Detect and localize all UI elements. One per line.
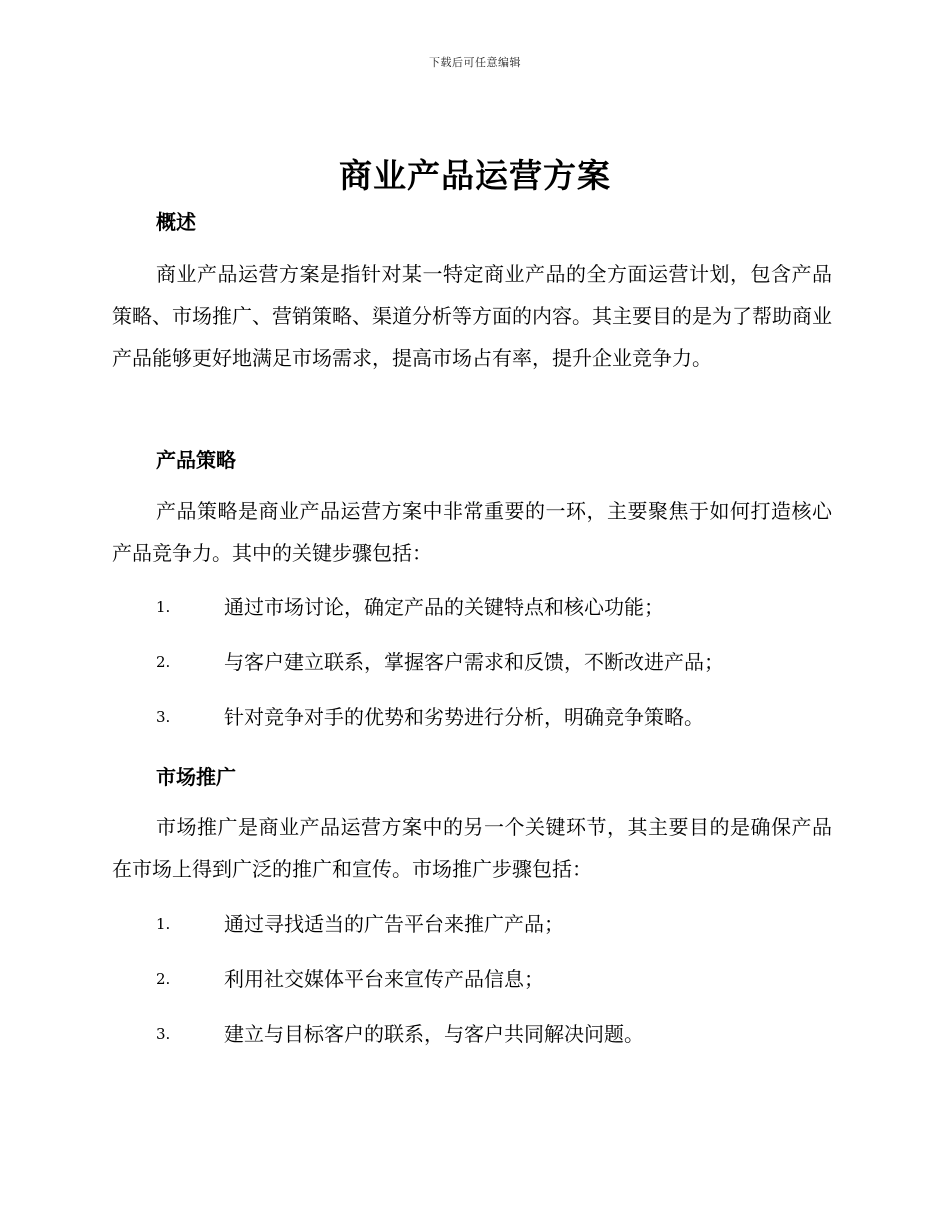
list-number: 2.: [156, 970, 171, 988]
list-item: [156, 1019, 836, 1049]
list-text: 通过市场讨论，确定产品的关键特点和核心功能；: [224, 595, 664, 619]
section-heading-overview: 概述: [156, 210, 196, 234]
list-item: [156, 964, 836, 994]
list-number: 1.: [156, 598, 171, 616]
list-item: [156, 702, 836, 732]
list-item: [156, 909, 836, 939]
product-strategy-paragraph: 产品策略是商业产品运营方案中非常重要的一环，主要聚焦于如何打造核心产品竞争力。其中的关键步骤包括：: [112, 499, 832, 565]
header-note: 下载后可任意编辑: [429, 56, 521, 69]
list-number: 3.: [156, 708, 171, 726]
list-text: 通过寻找适当的广告平台来推广产品；: [224, 912, 564, 936]
list-text: 与客户建立联系，掌握客户需求和反馈，不断改进产品；: [224, 650, 724, 674]
list-number: 3.: [156, 1025, 171, 1043]
list-item: [156, 592, 836, 622]
document-title: 商业产品运营方案: [339, 156, 611, 195]
list-text: 针对竞争对手的优势和劣势进行分析，明确竞争策略。: [224, 705, 704, 729]
list-text: 利用社交媒体平台来宣传产品信息；: [224, 967, 544, 991]
list-number: 2.: [156, 653, 171, 671]
list-text: 建立与目标客户的联系，与客户共同解决问题。: [224, 1022, 644, 1046]
market-promotion-paragraph: 市场推广是商业产品运营方案中的另一个关键环节，其主要目的是确保产品在市场上得到广泛的推广和宣传。市场推广步骤包括：: [112, 815, 832, 881]
overview-paragraph: 商业产品运营方案是指针对某一特定商业产品的全方面运营计划，包含产品策略、市场推广、营销策略、渠道分析等方面的内容。其主要目的是为了帮助商业产品能够更好地满足市场需求，提高市场占有率，提升企业竞争力。: [112, 262, 832, 370]
section-heading-product-strategy: 产品策略: [156, 448, 236, 472]
list-item: [156, 647, 836, 677]
list-number: 1.: [156, 915, 171, 933]
section-heading-market-promotion: 市场推广: [156, 765, 236, 789]
